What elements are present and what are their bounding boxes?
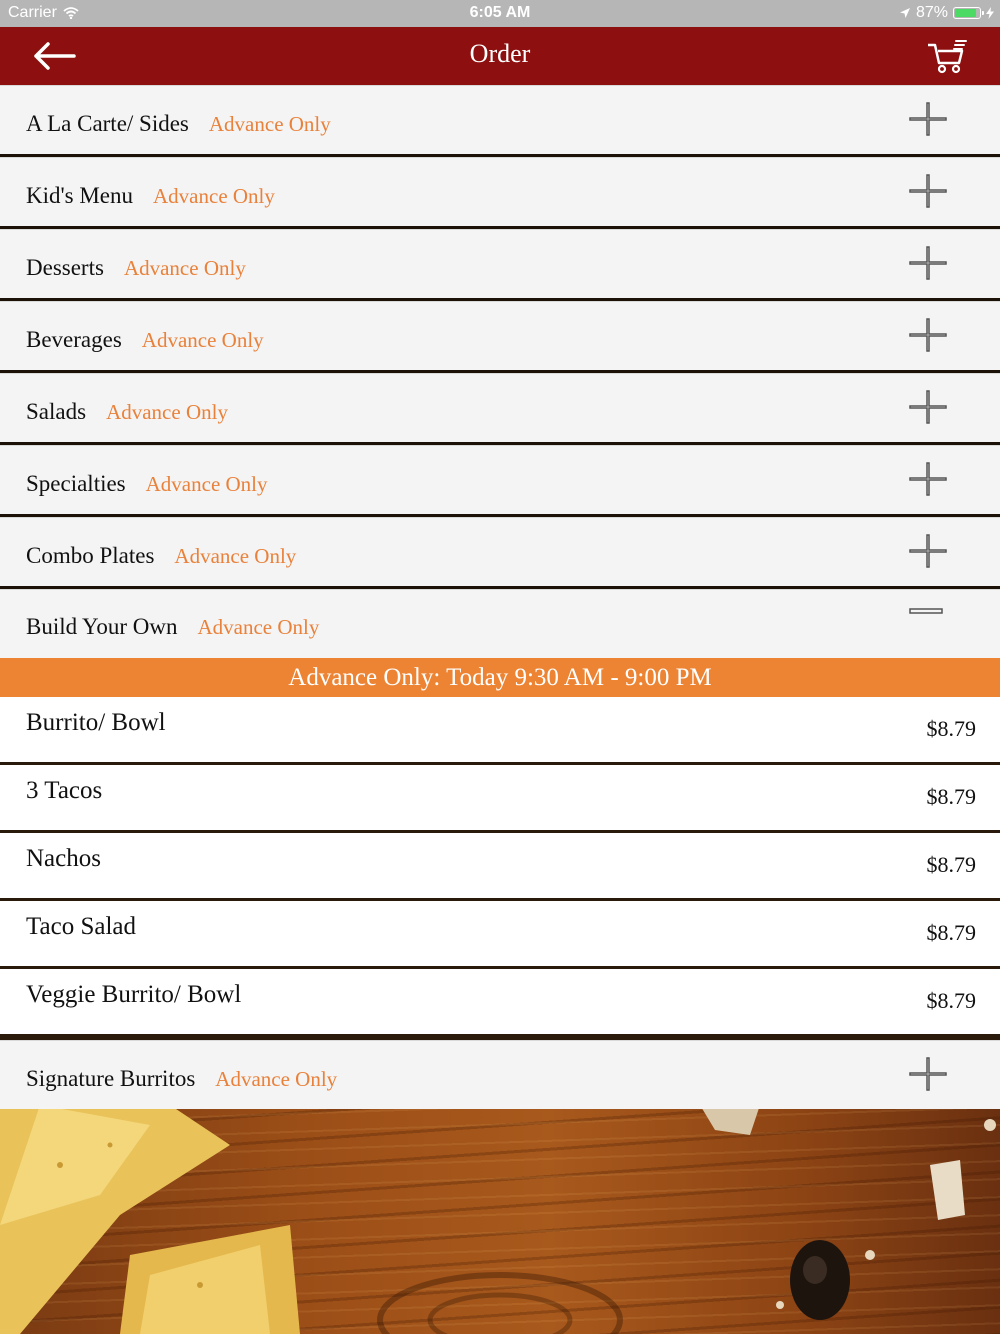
- advance-only-badge: Advance Only: [197, 615, 320, 639]
- item-name: Nachos: [26, 845, 101, 872]
- category-name: A La Carte/ Sides: [26, 111, 189, 136]
- category-row[interactable]: [0, 445, 1000, 517]
- category-name: Kid's Menu: [26, 183, 134, 208]
- carrier-label: Carrier: [8, 4, 57, 21]
- expand-plus-icon[interactable]: [906, 389, 950, 425]
- expand-plus-icon[interactable]: [906, 1056, 950, 1092]
- menu-item-row[interactable]: [0, 833, 1000, 901]
- advance-only-badge: Advance Only: [123, 256, 246, 280]
- item-name: 3 Tacos: [26, 777, 103, 804]
- category-name: Signature Burritos: [26, 1066, 196, 1091]
- menu-item-row[interactable]: [0, 969, 1000, 1040]
- nav-bar: [0, 27, 1000, 85]
- item-price: $8.79: [926, 988, 976, 1013]
- menu-item-row[interactable]: [0, 765, 1000, 833]
- advance-only-badge: Advance Only: [208, 112, 331, 136]
- category-name: Desserts: [26, 255, 104, 280]
- menu-list: [0, 85, 1000, 1109]
- food-photo: [0, 1105, 1000, 1334]
- status-right: [899, 4, 994, 22]
- item-name: Burrito/ Bowl: [26, 709, 166, 736]
- collapse-minus-icon[interactable]: [906, 605, 950, 641]
- item-price: $8.79: [926, 852, 976, 877]
- status-time: 6:05 AM: [469, 4, 531, 21]
- item-name: Veggie Burrito/ Bowl: [26, 981, 242, 1008]
- advance-only-badge: Advance Only: [106, 400, 228, 424]
- page-title: Order: [469, 39, 531, 68]
- menu-item-row[interactable]: [0, 901, 1000, 969]
- expand-plus-icon[interactable]: [906, 317, 950, 353]
- battery-percent: 87%: [915, 4, 948, 21]
- category-row[interactable]: [0, 373, 1000, 445]
- category-row[interactable]: [0, 85, 1000, 157]
- wood-background-image: [0, 1105, 1000, 1334]
- category-name: Specialties: [26, 471, 126, 496]
- category-row-expanded[interactable]: [0, 589, 1000, 658]
- cart-icon[interactable]: [926, 37, 970, 75]
- item-name: Taco Salad: [26, 913, 137, 940]
- category-row[interactable]: [0, 1040, 1000, 1109]
- item-price: $8.79: [926, 716, 976, 741]
- category-name: Beverages: [26, 327, 122, 352]
- hours-banner: Advance Only: Today 9:30 AM - 9:00 PM: [0, 658, 1000, 697]
- category-name: Salads: [26, 399, 87, 424]
- expand-plus-icon[interactable]: [906, 461, 950, 497]
- expand-plus-icon[interactable]: [906, 101, 950, 137]
- category-name: Build Your Own: [26, 614, 178, 639]
- advance-only-badge: Advance Only: [215, 1067, 338, 1091]
- location-arrow-icon: [899, 7, 911, 19]
- back-arrow-icon[interactable]: [30, 39, 78, 73]
- menu-item-row[interactable]: [0, 697, 1000, 765]
- category-name: Combo Plates: [26, 543, 155, 568]
- charging-bolt-icon: [986, 7, 994, 19]
- advance-only-badge: Advance Only: [141, 328, 264, 352]
- category-row[interactable]: [0, 517, 1000, 589]
- expand-plus-icon[interactable]: [906, 533, 950, 569]
- item-price: $8.79: [926, 920, 976, 945]
- item-price: $8.79: [926, 784, 976, 809]
- advance-only-badge: Advance Only: [145, 472, 268, 496]
- expand-plus-icon[interactable]: [906, 173, 950, 209]
- status-bar: [0, 0, 1000, 27]
- advance-only-badge: Advance Only: [153, 184, 275, 208]
- category-row[interactable]: [0, 301, 1000, 373]
- category-row[interactable]: [0, 157, 1000, 229]
- wifi-icon: [63, 7, 79, 19]
- carrier-info: [8, 4, 79, 22]
- category-row[interactable]: [0, 229, 1000, 301]
- expand-plus-icon[interactable]: [906, 245, 950, 281]
- battery-icon: [953, 7, 981, 19]
- advance-only-badge: Advance Only: [174, 544, 297, 568]
